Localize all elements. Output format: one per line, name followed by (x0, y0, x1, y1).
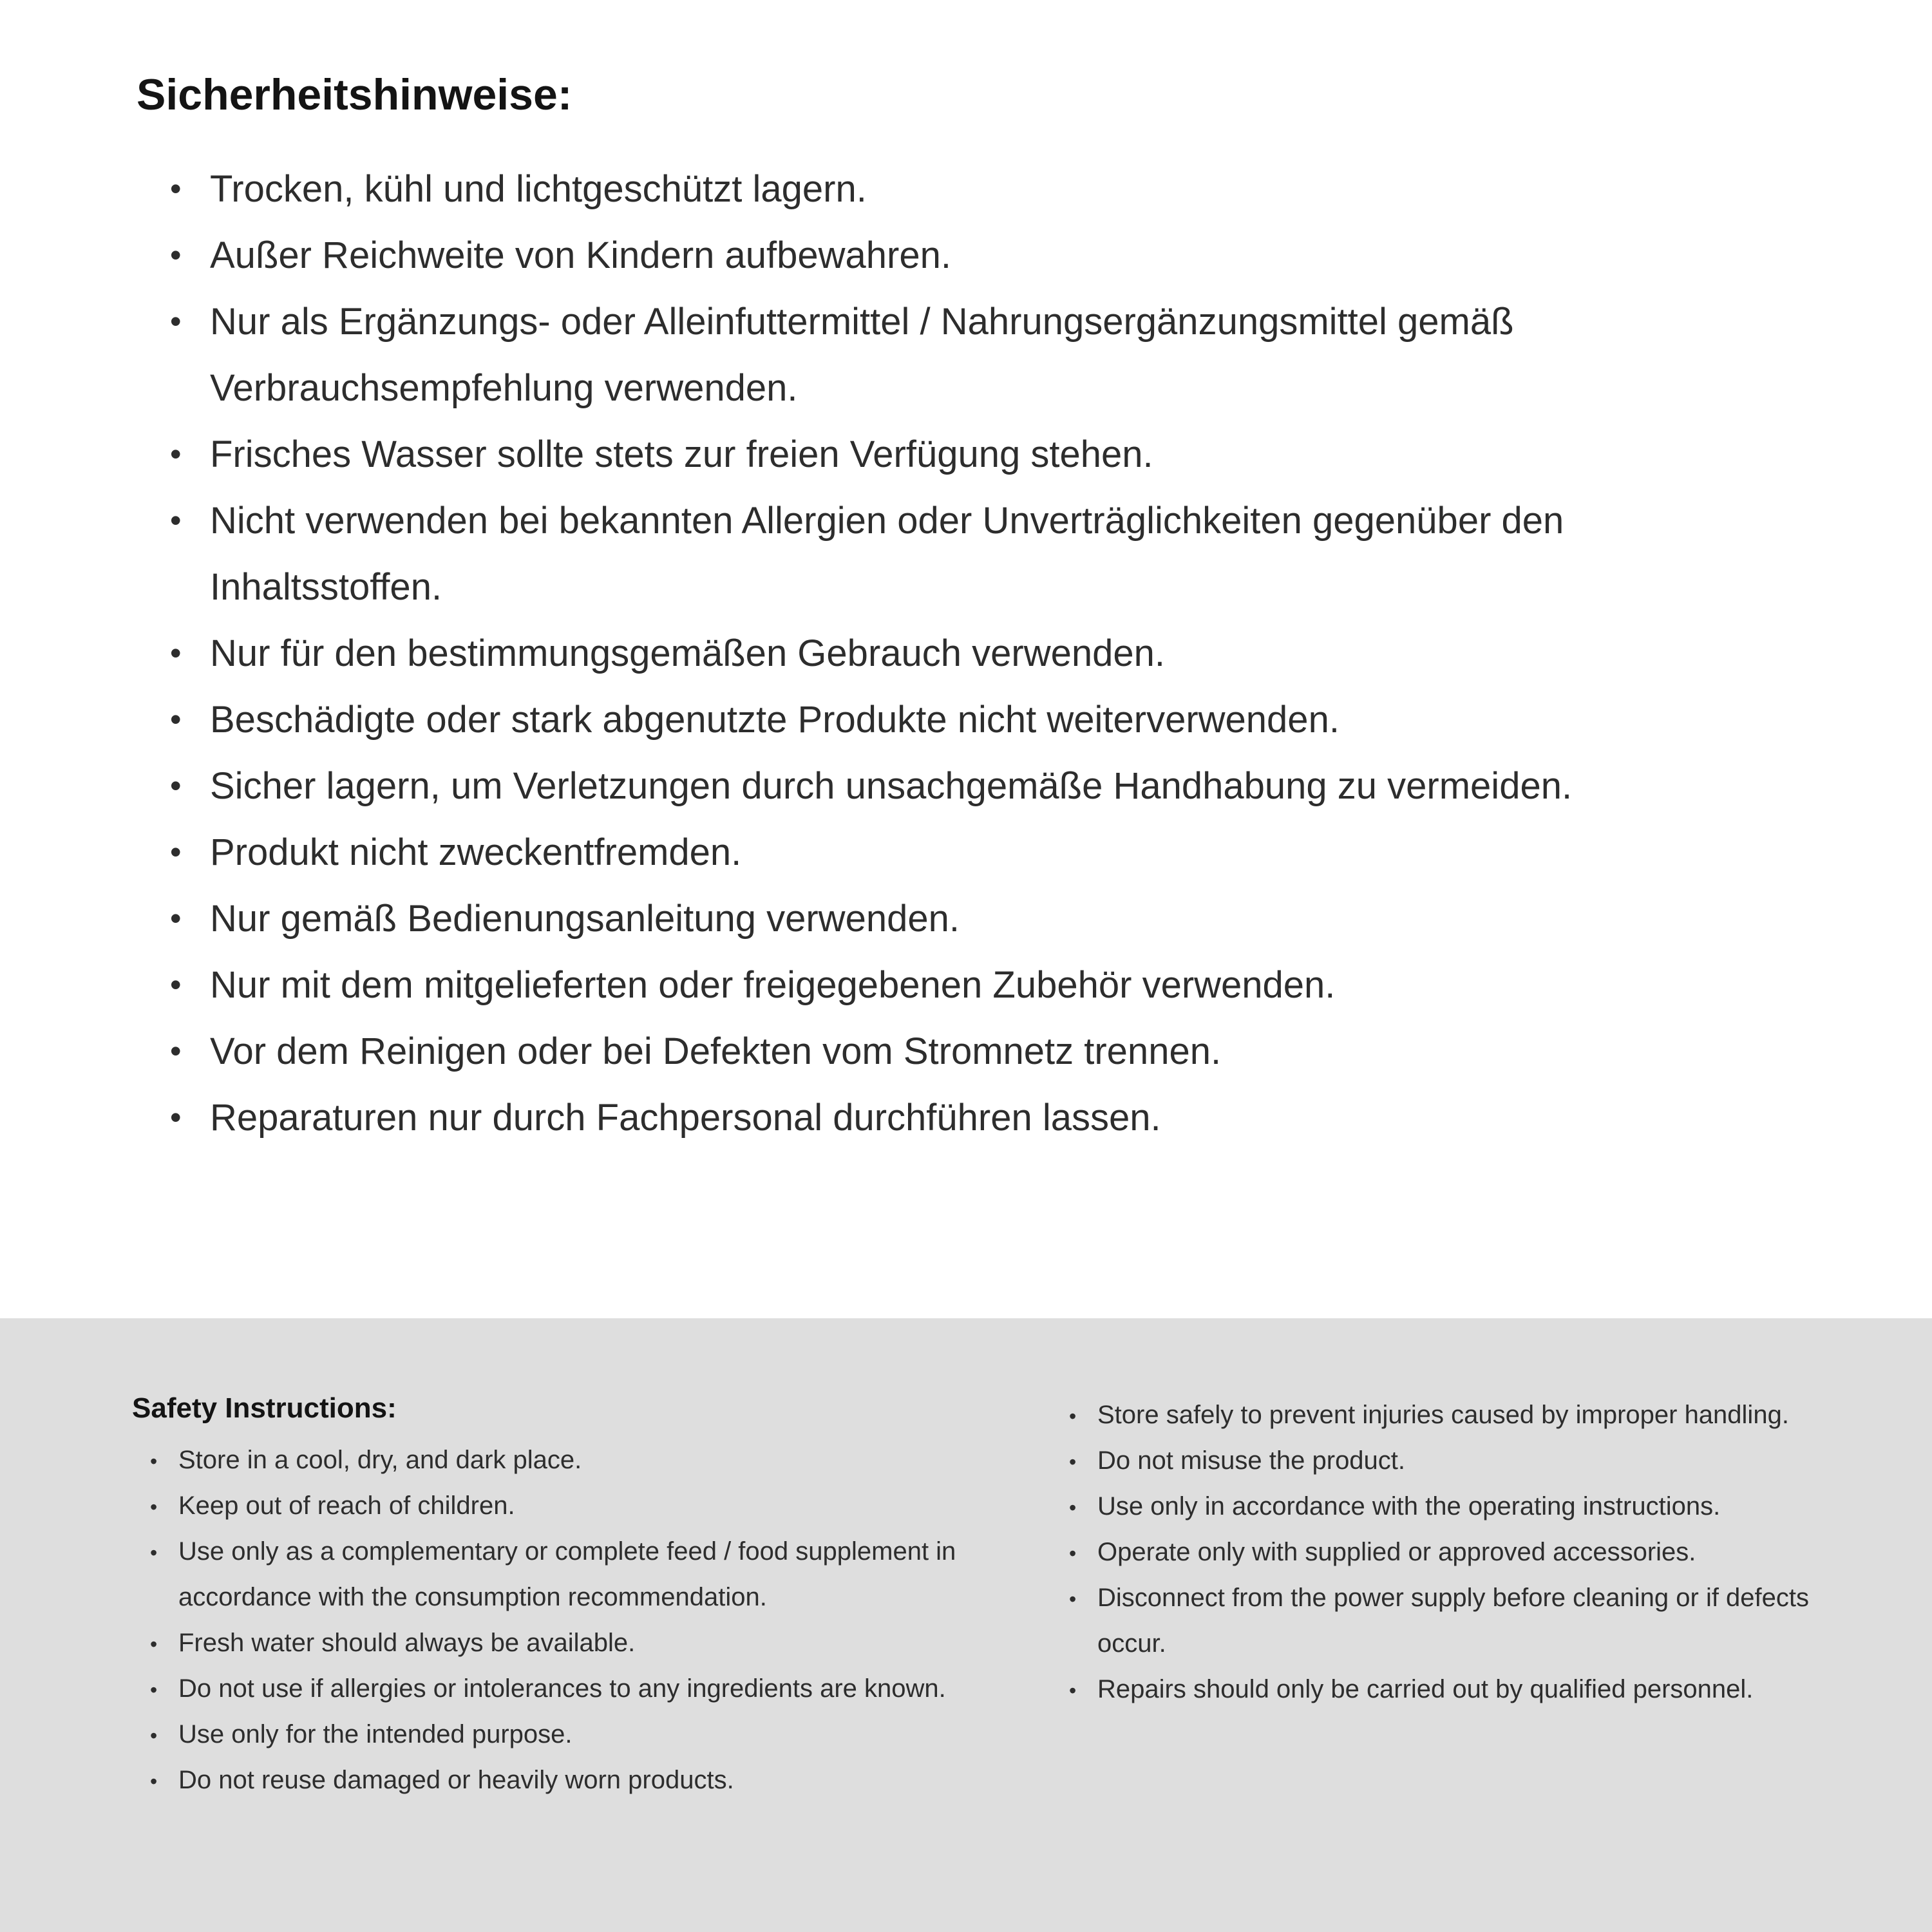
bullet-icon: • (170, 1099, 182, 1135)
bullet-icon: • (170, 701, 182, 737)
list-item-text: Repairs should only be carried out by qualified personnel. (1097, 1675, 1754, 1703)
english-left-list (150, 1437, 1008, 1803)
list-item-text: Do not use if allergies or intolerances to any ingredients are known. (178, 1674, 946, 1703)
list-item (150, 1483, 1008, 1529)
list-item-text: Use only for the intended purpose. (178, 1720, 573, 1748)
english-left-column (132, 1392, 1008, 1932)
list-item (150, 1620, 1008, 1666)
bullet-icon: • (170, 436, 182, 472)
list-item (170, 687, 1767, 753)
bullet-icon: • (150, 1678, 158, 1701)
bullet-icon: • (150, 1724, 158, 1747)
list-item-text: Nur für den bestimmungsgemäßen Gebrauch verwenden. (210, 632, 1165, 674)
list-item (150, 1757, 1008, 1803)
list-item-text: Use only in accordance with the operating instructions. (1097, 1492, 1721, 1520)
list-item-text: Fresh water should always be available. (178, 1629, 636, 1657)
bullet-icon: • (1069, 1405, 1077, 1428)
bullet-icon: • (170, 900, 182, 936)
list-item-text: Operate only with supplied or approved accessories. (1097, 1538, 1696, 1566)
bullet-icon: • (170, 303, 182, 339)
list-item-text: Trocken, kühl und lichtgeschützt lagern. (210, 168, 867, 210)
list-item (170, 421, 1767, 488)
bullet-icon: • (1069, 1450, 1077, 1473)
list-item (170, 819, 1767, 886)
bullet-icon: • (170, 171, 182, 207)
english-heading: Safety Instructions: (132, 1392, 397, 1424)
bullet-icon: • (170, 635, 182, 671)
list-item-text: Außer Reichweite von Kindern aufbewahren. (210, 234, 951, 276)
list-item (1069, 1438, 1823, 1484)
english-right-list (1069, 1392, 1823, 1712)
german-heading: Sicherheitshinweise: (137, 70, 573, 119)
list-item-text: Store safely to prevent injuries caused by improper handling. (1097, 1401, 1789, 1429)
list-item-text: Vor dem Reinigen oder bei Defekten vom Stromnetz trennen. (210, 1030, 1222, 1072)
list-item (170, 620, 1767, 687)
list-item (150, 1666, 1008, 1712)
german-list (170, 156, 1767, 1151)
list-item-text: Keep out of reach of children. (178, 1492, 515, 1520)
list-item (170, 753, 1767, 819)
bullet-icon: • (1069, 1542, 1077, 1565)
list-item-text: Reparaturen nur durch Fachpersonal durchführen lassen. (210, 1097, 1161, 1139)
list-item (170, 952, 1767, 1018)
list-item (170, 156, 1767, 222)
list-item-text: Do not reuse damaged or heavily worn products. (178, 1766, 734, 1794)
list-item-text: Store in a cool, dry, and dark place. (178, 1446, 582, 1474)
bullet-icon: • (1069, 1496, 1077, 1519)
english-section (0, 1318, 1932, 1932)
list-item (1069, 1484, 1823, 1530)
list-item (170, 488, 1767, 620)
list-item (150, 1529, 1008, 1620)
list-item-text: Nur gemäß Bedienungsanleitung verwenden. (210, 898, 960, 940)
list-item (1069, 1530, 1823, 1575)
list-item-text: Use only as a complementary or complete feed / food supplement in accordance with the consumption recommendation. (178, 1537, 956, 1611)
list-item (1069, 1575, 1823, 1667)
list-item (150, 1712, 1008, 1757)
list-item-text: Disconnect from the power supply before cleaning or if defects occur. (1097, 1584, 1810, 1658)
list-item (170, 289, 1767, 421)
bullet-icon: • (170, 1033, 182, 1069)
list-item-text: Nur mit dem mitgelieferten oder freigegebenen Zubehör verwenden. (210, 964, 1336, 1006)
list-item (170, 886, 1767, 952)
list-item (150, 1437, 1008, 1483)
list-item-text: Nur als Ergänzungs- oder Alleinfuttermittel / Nahrungsergänzungsmittel gemäß Verbrauchsempfehlung verwenden. (210, 301, 1514, 409)
bullet-icon: • (170, 502, 182, 538)
bullet-icon: • (150, 1541, 158, 1564)
list-item (1069, 1667, 1823, 1712)
bullet-icon: • (170, 967, 182, 1003)
bullet-icon: • (1069, 1587, 1077, 1611)
list-item-text: Do not misuse the product. (1097, 1446, 1406, 1475)
list-item-text: Produkt nicht zweckentfremden. (210, 831, 742, 873)
list-item (1069, 1392, 1823, 1438)
bullet-icon: • (150, 1495, 158, 1519)
bullet-icon: • (170, 237, 182, 273)
bullet-icon: • (150, 1770, 158, 1793)
list-item (170, 1084, 1767, 1151)
list-item (170, 1018, 1767, 1084)
list-item-text: Frisches Wasser sollte stets zur freien Verfügung stehen. (210, 433, 1153, 475)
english-right-column (1069, 1392, 1823, 1932)
list-item (170, 222, 1767, 289)
bullet-icon: • (1069, 1679, 1077, 1702)
bullet-icon: • (150, 1450, 158, 1473)
list-item-text: Nicht verwenden bei bekannten Allergien oder Unverträglichkeiten gegenüber den Inhaltsstoffen. (210, 500, 1564, 608)
bullet-icon: • (170, 768, 182, 804)
bullet-icon: • (150, 1633, 158, 1656)
list-item-text: Beschädigte oder stark abgenutzte Produkte nicht weiterverwenden. (210, 699, 1340, 741)
bullet-icon: • (170, 834, 182, 870)
list-item-text: Sicher lagern, um Verletzungen durch unsachgemäße Handhabung zu vermeiden. (210, 765, 1573, 807)
